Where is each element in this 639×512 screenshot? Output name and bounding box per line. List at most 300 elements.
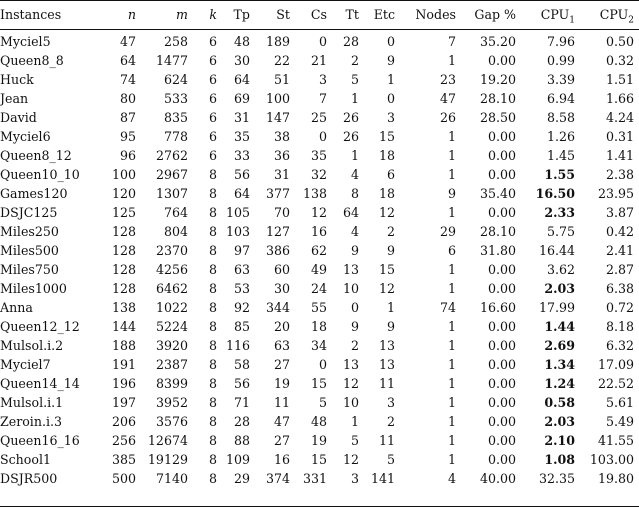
cell-cs: 12 — [310, 205, 327, 220]
cell-gap: 0.00 — [487, 281, 516, 296]
cell-cpu1: 2.03 — [544, 414, 575, 429]
cell-n: 128 — [111, 243, 136, 258]
cell-etc: 15 — [378, 262, 395, 277]
cell-instance: Mulsol.i.1 — [0, 395, 64, 410]
cell-cpu1: 16.50 — [535, 186, 575, 201]
cell-gap: 28.10 — [479, 224, 516, 239]
cell-tp: 105 — [225, 205, 250, 220]
cell-n: 64 — [119, 53, 136, 68]
cell-k: 8 — [208, 395, 217, 410]
cell-tp: 71 — [233, 395, 250, 410]
cell-tt: 0 — [350, 300, 359, 315]
cell-nodes: 26 — [439, 110, 456, 125]
header-cpu2 — [580, 0, 639, 30]
table-row — [0, 127, 639, 146]
cell-gap: 31.80 — [479, 243, 516, 258]
cell-tp: 85 — [233, 319, 250, 334]
cell-gap: 0.00 — [487, 433, 516, 448]
cell-gap: 0.00 — [487, 167, 516, 182]
cell-tp: 53 — [233, 281, 250, 296]
cell-etc: 3 — [386, 110, 395, 125]
table-row — [0, 89, 639, 108]
cell-cpu1: 1.26 — [546, 129, 575, 144]
cell-m: 3920 — [155, 338, 188, 353]
cell-tp: 63 — [233, 262, 250, 277]
cell-cpu2: 22.52 — [597, 376, 634, 391]
cell-nodes: 1 — [447, 433, 456, 448]
cell-etc: 9 — [386, 243, 395, 258]
cell-etc: 1 — [386, 300, 395, 315]
cell-cpu1: 3.39 — [546, 72, 575, 87]
cell-tt: 13 — [342, 357, 359, 372]
cell-tt: 2 — [350, 338, 359, 353]
cell-n: 206 — [111, 414, 136, 429]
cell-etc: 9 — [386, 53, 395, 68]
cell-etc: 11 — [378, 376, 395, 391]
cell-cpu1: 3.62 — [546, 262, 575, 277]
cell-st: 63 — [273, 338, 290, 353]
cell-gap: 28.50 — [479, 110, 516, 125]
table-row — [0, 279, 639, 298]
header-etc: Etc — [373, 7, 395, 22]
cell-nodes: 1 — [447, 205, 456, 220]
cell-st: 27 — [273, 433, 290, 448]
cell-cpu2: 19.80 — [597, 471, 634, 486]
cell-instance: Queen8_12 — [0, 148, 72, 163]
cell-cpu2: 2.38 — [605, 167, 634, 182]
cell-tt: 10 — [342, 281, 359, 296]
cell-cpu1: 17.99 — [538, 300, 575, 315]
cell-cpu1: 2.33 — [544, 205, 575, 220]
cell-tp: 103 — [225, 224, 250, 239]
cell-cpu2: 6.32 — [605, 338, 634, 353]
cell-cs: 0 — [318, 129, 327, 144]
cell-instance: Huck — [0, 72, 34, 87]
cell-m: 778 — [163, 129, 188, 144]
cell-m: 2370 — [155, 243, 188, 258]
table-row — [0, 355, 639, 374]
cell-instance: Queen12_12 — [0, 319, 80, 334]
cell-nodes: 1 — [447, 376, 456, 391]
cell-m: 2762 — [155, 148, 188, 163]
cell-cs: 16 — [310, 224, 327, 239]
cell-n: 47 — [119, 34, 136, 49]
cell-tt: 8 — [350, 186, 359, 201]
cell-cpu2: 4.24 — [605, 110, 634, 125]
cell-n: 128 — [111, 262, 136, 277]
cell-st: 11 — [273, 395, 290, 410]
cell-gap: 0.00 — [487, 319, 516, 334]
cell-k: 8 — [208, 186, 217, 201]
cell-n: 191 — [111, 357, 136, 372]
cell-n: 80 — [119, 91, 136, 106]
cell-m: 8399 — [155, 376, 188, 391]
cell-tt: 4 — [350, 224, 359, 239]
cell-k: 6 — [208, 110, 217, 125]
cell-cs: 0 — [318, 34, 327, 49]
table-row — [0, 260, 639, 279]
cell-n: 197 — [111, 395, 136, 410]
cell-nodes: 74 — [439, 300, 456, 315]
header-tp: Tp — [233, 7, 250, 22]
table-row — [0, 146, 639, 165]
cell-instance: Miles500 — [0, 243, 59, 258]
cell-tt: 2 — [350, 53, 359, 68]
cell-m: 258 — [163, 34, 188, 49]
cell-tt: 9 — [350, 319, 359, 334]
cell-cpu1: 16.44 — [538, 243, 575, 258]
cell-etc: 11 — [378, 433, 395, 448]
cell-cs: 5 — [318, 395, 327, 410]
cell-cs: 48 — [310, 414, 327, 429]
cell-instance: Jean — [0, 91, 29, 106]
cell-cs: 34 — [310, 338, 327, 353]
cell-tt: 12 — [342, 452, 359, 467]
cell-cs: 21 — [310, 53, 327, 68]
cell-cpu2: 0.32 — [605, 53, 634, 68]
cell-etc: 12 — [378, 205, 395, 220]
cell-k: 8 — [208, 452, 217, 467]
cell-cpu2: 1.51 — [605, 72, 634, 87]
cell-st: 22 — [273, 53, 290, 68]
cell-cpu1: 2.10 — [544, 433, 575, 448]
header-nodes: Nodes — [415, 7, 456, 22]
cell-nodes: 1 — [447, 167, 456, 182]
cell-cs: 49 — [310, 262, 327, 277]
cell-tt: 1 — [350, 91, 359, 106]
cell-k: 6 — [208, 148, 217, 163]
cell-tp: 88 — [233, 433, 250, 448]
cell-gap: 0.00 — [487, 452, 516, 467]
cell-m: 533 — [163, 91, 188, 106]
cell-k: 6 — [208, 53, 217, 68]
cell-tt: 26 — [342, 129, 359, 144]
cell-tp: 33 — [233, 148, 250, 163]
table-row — [0, 336, 639, 355]
cell-instance: Queen16_16 — [0, 433, 80, 448]
cell-tp: 29 — [233, 471, 250, 486]
cell-cpu2: 23.95 — [597, 186, 634, 201]
cell-nodes: 1 — [447, 281, 456, 296]
cell-k: 8 — [208, 205, 217, 220]
cell-n: 120 — [111, 186, 136, 201]
cell-m: 19129 — [147, 452, 188, 467]
cell-instance: Myciel7 — [0, 357, 51, 372]
cell-cpu1: 1.08 — [544, 452, 575, 467]
cell-m: 1022 — [155, 300, 188, 315]
cell-cs: 0 — [318, 357, 327, 372]
cell-cpu2: 2.87 — [605, 262, 634, 277]
cell-cpu1: 1.44 — [544, 319, 575, 334]
cell-etc: 1 — [386, 72, 395, 87]
cell-n: 128 — [111, 281, 136, 296]
cell-m: 1477 — [155, 53, 188, 68]
cell-cs: 35 — [310, 148, 327, 163]
header-instances: Instances — [0, 7, 62, 22]
header-gap: Gap % — [474, 7, 516, 22]
cell-cpu1: 0.58 — [544, 395, 575, 410]
cell-cpu1: 6.94 — [546, 91, 575, 106]
cell-k: 8 — [208, 319, 217, 334]
cell-gap: 35.40 — [479, 186, 516, 201]
cell-cs: 25 — [310, 110, 327, 125]
cell-nodes: 1 — [447, 357, 456, 372]
table-row — [0, 165, 639, 184]
cell-nodes: 1 — [447, 319, 456, 334]
cell-cpu2: 0.72 — [605, 300, 634, 315]
cell-cpu2: 5.61 — [605, 395, 634, 410]
cell-tp: 64 — [233, 72, 250, 87]
cell-cpu2: 0.42 — [605, 224, 634, 239]
cell-cpu2: 8.18 — [605, 319, 634, 334]
cell-k: 8 — [208, 243, 217, 258]
cell-n: 500 — [111, 471, 136, 486]
cell-st: 374 — [265, 471, 290, 486]
cell-cpu1: 7.96 — [546, 34, 575, 49]
cell-tp: 58 — [233, 357, 250, 372]
cell-st: 38 — [273, 129, 290, 144]
table-row — [0, 412, 639, 431]
cell-st: 30 — [273, 281, 290, 296]
cell-instance: DSJR500 — [0, 471, 58, 486]
cell-instance: Queen8_8 — [0, 53, 64, 68]
cell-tp: 92 — [233, 300, 250, 315]
cell-n: 128 — [111, 224, 136, 239]
cell-tp: 48 — [233, 34, 250, 49]
cell-tp: 31 — [233, 110, 250, 125]
cell-k: 8 — [208, 338, 217, 353]
cell-etc: 2 — [386, 224, 395, 239]
cell-m: 3576 — [155, 414, 188, 429]
cell-tp: 64 — [233, 186, 250, 201]
cell-tt: 4 — [350, 167, 359, 182]
cell-st: 377 — [265, 186, 290, 201]
cell-k: 6 — [208, 72, 217, 87]
cell-n: 188 — [111, 338, 136, 353]
header-cpu1-sub: 1 — [569, 15, 575, 26]
cell-instance: Anna — [0, 300, 33, 315]
table-row — [0, 30, 639, 51]
table-row — [0, 450, 639, 469]
cell-tt: 12 — [342, 376, 359, 391]
cell-instance: DSJC125 — [0, 205, 58, 220]
cell-st: 31 — [273, 167, 290, 182]
cell-gap: 0.00 — [487, 357, 516, 372]
cell-k: 8 — [208, 471, 217, 486]
cell-gap: 0.00 — [487, 205, 516, 220]
cell-instance: David — [0, 110, 37, 125]
table-row — [0, 184, 639, 203]
cell-tt: 1 — [350, 148, 359, 163]
cell-cs: 7 — [318, 91, 327, 106]
cell-instance: Myciel6 — [0, 129, 51, 144]
cell-cs: 55 — [310, 300, 327, 315]
cell-nodes: 1 — [447, 53, 456, 68]
cell-tp: 97 — [233, 243, 250, 258]
header-cpu1-base: CPU — [540, 7, 570, 22]
cell-tt: 1 — [350, 414, 359, 429]
cell-gap: 0.00 — [487, 53, 516, 68]
cell-nodes: 47 — [439, 91, 456, 106]
cell-nodes: 1 — [447, 129, 456, 144]
cell-cpu2: 2.41 — [605, 243, 634, 258]
header-k: k — [209, 7, 217, 22]
cell-st: 100 — [265, 91, 290, 106]
cell-gap: 19.20 — [479, 72, 516, 87]
cell-cpu1: 8.58 — [546, 110, 575, 125]
cell-cpu1: 2.69 — [544, 338, 575, 353]
cell-tp: 35 — [233, 129, 250, 144]
cell-n: 95 — [119, 129, 136, 144]
cell-k: 6 — [208, 91, 217, 106]
cell-st: 27 — [273, 357, 290, 372]
cell-gap: 16.60 — [479, 300, 516, 315]
cell-cpu2: 17.09 — [597, 357, 634, 372]
header-cpu1 — [521, 0, 580, 30]
cell-etc: 141 — [370, 471, 395, 486]
table-row — [0, 222, 639, 241]
cell-tt: 9 — [350, 243, 359, 258]
cell-m: 2967 — [155, 167, 188, 182]
cell-etc: 2 — [386, 414, 395, 429]
cell-cs: 15 — [310, 376, 327, 391]
cell-st: 19 — [273, 376, 290, 391]
cell-n: 125 — [111, 205, 136, 220]
cell-n: 196 — [111, 376, 136, 391]
table-row — [0, 469, 639, 488]
cell-nodes: 7 — [447, 34, 456, 49]
cell-st: 189 — [265, 34, 290, 49]
cell-cs: 15 — [310, 452, 327, 467]
cell-cpu1: 32.35 — [538, 471, 575, 486]
cell-k: 8 — [208, 414, 217, 429]
cell-m: 835 — [163, 110, 188, 125]
cell-etc: 0 — [386, 34, 395, 49]
cell-tp: 69 — [233, 91, 250, 106]
cell-cpu1: 2.03 — [544, 281, 575, 296]
cell-nodes: 29 — [439, 224, 456, 239]
cell-k: 8 — [208, 376, 217, 391]
table-row — [0, 203, 639, 222]
cell-gap: 0.00 — [487, 262, 516, 277]
cell-n: 144 — [111, 319, 136, 334]
cell-cs: 24 — [310, 281, 327, 296]
cell-instance: Mulsol.i.2 — [0, 338, 64, 353]
cell-cpu1: 1.34 — [544, 357, 575, 372]
cell-gap: 28.10 — [479, 91, 516, 106]
cell-n: 138 — [111, 300, 136, 315]
cell-nodes: 23 — [439, 72, 456, 87]
cell-st: 16 — [273, 452, 290, 467]
cell-nodes: 6 — [447, 243, 456, 258]
table-row — [0, 108, 639, 127]
cell-tt: 64 — [342, 205, 359, 220]
cell-etc: 12 — [378, 281, 395, 296]
cell-m: 7140 — [155, 471, 188, 486]
cell-nodes: 1 — [447, 395, 456, 410]
cell-etc: 13 — [378, 338, 395, 353]
cell-n: 74 — [119, 72, 136, 87]
cell-gap: 0.00 — [487, 414, 516, 429]
table-row — [0, 431, 639, 450]
cell-cs: 19 — [310, 433, 327, 448]
cell-st: 47 — [273, 414, 290, 429]
cell-nodes: 1 — [447, 452, 456, 467]
header-tt: Tt — [345, 7, 359, 22]
cell-gap: 0.00 — [487, 376, 516, 391]
cell-nodes: 1 — [447, 338, 456, 353]
cell-tp: 56 — [233, 167, 250, 182]
cell-st: 70 — [273, 205, 290, 220]
cell-instance: Zeroin.i.3 — [0, 414, 62, 429]
cell-tt: 28 — [342, 34, 359, 49]
cell-st: 147 — [265, 110, 290, 125]
cell-k: 6 — [208, 129, 217, 144]
cell-n: 96 — [119, 148, 136, 163]
cell-m: 4256 — [155, 262, 188, 277]
cell-instance: Myciel5 — [0, 34, 51, 49]
cell-instance: Miles750 — [0, 262, 59, 277]
cell-instance: Miles250 — [0, 224, 59, 239]
cell-nodes: 1 — [447, 262, 456, 277]
cell-m: 6462 — [155, 281, 188, 296]
table-row — [0, 241, 639, 260]
cell-cpu2: 1.66 — [605, 91, 634, 106]
header-st: St — [276, 7, 290, 22]
cell-m: 2387 — [155, 357, 188, 372]
cell-cpu2: 6.38 — [605, 281, 634, 296]
header-cs: Cs — [310, 7, 327, 22]
cell-nodes: 9 — [447, 186, 456, 201]
cell-tp: 109 — [225, 452, 250, 467]
cell-st: 51 — [273, 72, 290, 87]
cell-instance: Queen14_14 — [0, 376, 80, 391]
cell-n: 385 — [111, 452, 136, 467]
cell-m: 1307 — [155, 186, 188, 201]
cell-cpu2: 103.00 — [589, 452, 634, 467]
cell-k: 8 — [208, 224, 217, 239]
table-row — [0, 374, 639, 393]
table-row — [0, 298, 639, 317]
cell-m: 804 — [163, 224, 188, 239]
table-body — [0, 30, 639, 488]
cell-tp: 56 — [233, 376, 250, 391]
cell-tt: 5 — [350, 72, 359, 87]
cell-cs: 18 — [310, 319, 327, 334]
cell-st: 386 — [265, 243, 290, 258]
cell-tt: 3 — [350, 471, 359, 486]
cell-instance: Queen10_10 — [0, 167, 80, 182]
cell-k: 8 — [208, 167, 217, 182]
cell-cpu2: 0.31 — [605, 129, 634, 144]
cell-tp: 30 — [233, 53, 250, 68]
cell-tp: 28 — [233, 414, 250, 429]
cell-k: 8 — [208, 300, 217, 315]
cell-cpu1: 1.55 — [544, 167, 575, 182]
cell-cpu2: 3.87 — [605, 205, 634, 220]
table-row — [0, 70, 639, 89]
cell-etc: 13 — [378, 357, 395, 372]
cell-gap: 0.00 — [487, 395, 516, 410]
cell-etc: 18 — [378, 186, 395, 201]
cell-gap: 0.00 — [487, 129, 516, 144]
cell-gap: 35.20 — [479, 34, 516, 49]
cell-cpu1: 1.45 — [546, 148, 575, 163]
table-bottom-rule — [0, 506, 639, 507]
cell-etc: 15 — [378, 129, 395, 144]
table-row — [0, 317, 639, 336]
cell-m: 624 — [163, 72, 188, 87]
